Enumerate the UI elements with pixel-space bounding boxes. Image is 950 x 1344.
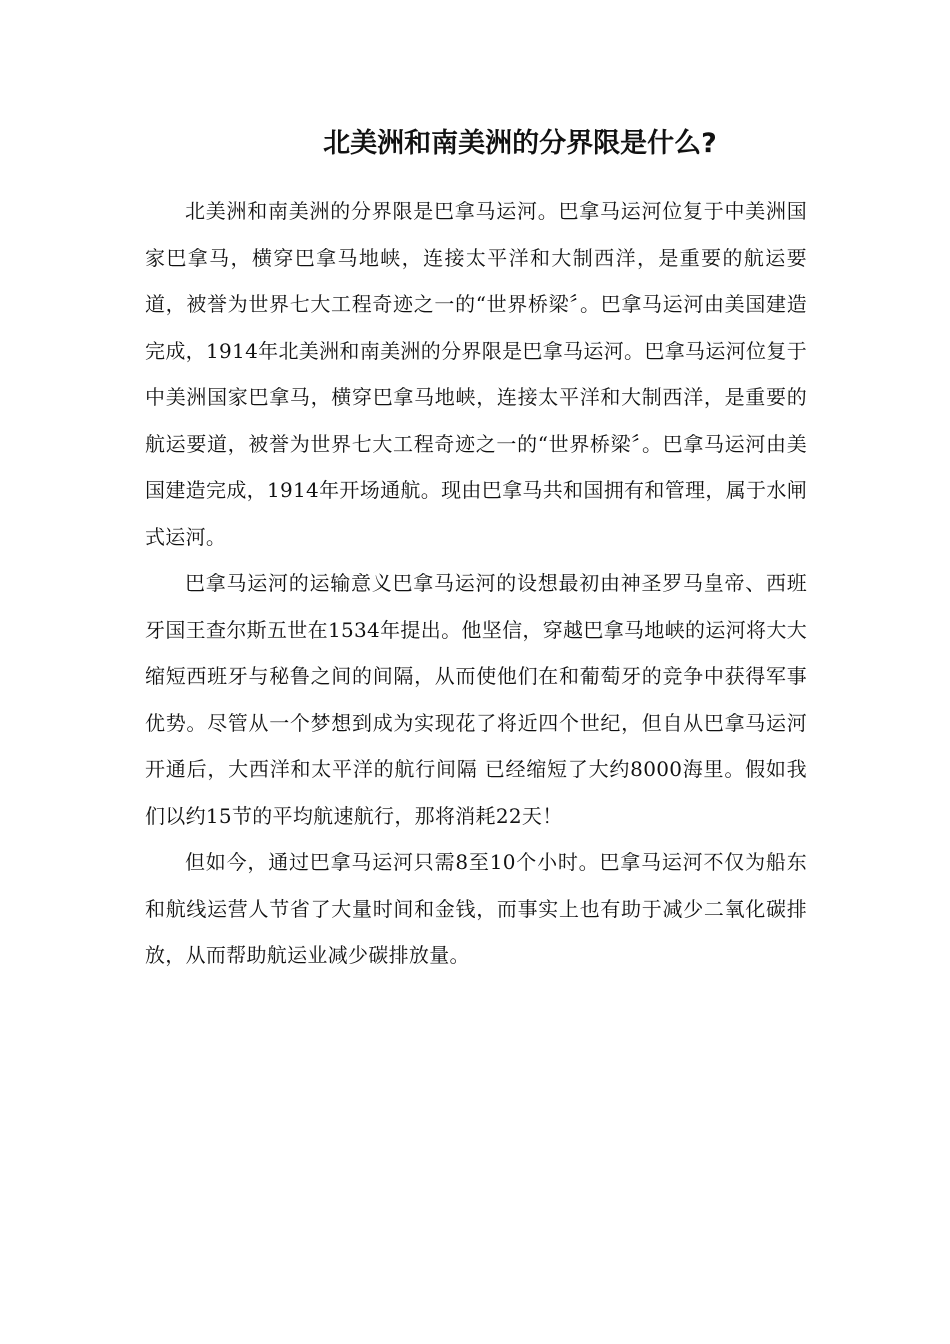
document-title: 北美洲和南美洲的分界限是什么? bbox=[323, 128, 717, 159]
paragraph-3: 但如今，通过巴拿马运河只需8至10个小时。巴拿马运河不仅为船东和航线运营人节省了大量时间和金钱，而事实上也有助于减少二氧化碳排放，从而帮助航运业减少碳排放量。 bbox=[145, 850, 807, 967]
document-body bbox=[145, 188, 807, 979]
paragraph-2: 巴拿马运河的运输意义巴拿马运河的设想最初由神圣罗马皇帝、西班牙国王查尔斯五世在1534年提出。他坚信，穿越巴拿马地峡的运河将大大缩短西班牙与秘鲁之间的间隔，从而使他们在和葡萄牙的竞争中获得军事优势。尽管从一个梦想到成为实现花了将近四个世纪，但自从巴拿马运河开通后，大西洋和太平洋的航行间隔 已经缩短了大约8000海里。假如我们以约15节的平均航速航行，那将消耗22天！ bbox=[145, 571, 807, 828]
paragraph-1: 北美洲和南美洲的分界限是巴拿马运河。巴拿马运河位复于中美洲国家巴拿马，横穿巴拿马地峡，连接太平洋和大制西洋，是重要的航运要道，被誉为世界七大工程奇迹之一的“世界桥梁〞。巴拿马运河由美国建造完成，1914年北美洲和南美洲的分界限是巴拿马运河。巴拿马运河位复于中美洲国家巴拿马，横穿巴拿马地峡，连接太平洋和大制西洋，是重要的航运要道，被誉为世界七大工程奇迹之一的“世界桥梁〞。巴拿马运河由美国建造完成，1914年开场通航。现由巴拿马共和国拥有和管理，属于水闸式运河。 bbox=[145, 199, 807, 549]
